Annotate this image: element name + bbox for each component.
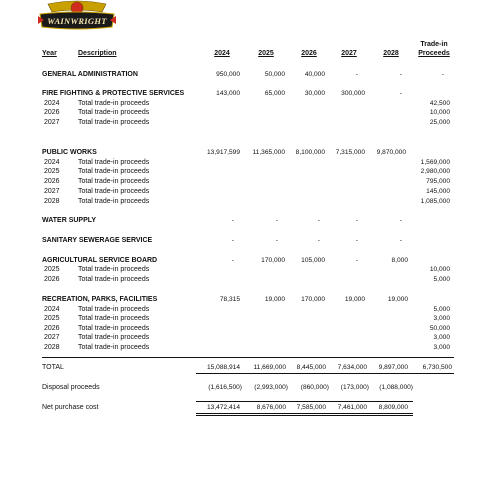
general-2024: 950,000 bbox=[216, 71, 240, 78]
rec-row-value: 50,000 bbox=[429, 325, 450, 332]
section-title-agri: AGRICULTURAL SERVICE BOARD bbox=[42, 257, 158, 264]
public-works-2028: 9,870,000 bbox=[376, 149, 406, 156]
col-header-description: Description bbox=[78, 50, 117, 57]
general-tradein: - bbox=[441, 71, 444, 78]
col-header-tradein-line1: Trade-in bbox=[420, 41, 448, 48]
public-works-2025: 11,365,000 bbox=[252, 149, 285, 156]
rec-row-desc: Total trade-in proceeds bbox=[78, 315, 150, 322]
agri-row-desc: Total trade-in proceeds bbox=[78, 266, 150, 273]
rec-row-year: 2028 bbox=[44, 344, 60, 351]
net-2028: 8,809,000 bbox=[378, 404, 408, 411]
fire-row-desc: Total trade-in proceeds bbox=[78, 109, 150, 116]
town-logo bbox=[38, 0, 116, 30]
general-2025: 50,000 bbox=[264, 71, 285, 78]
agri-2026: 105,000 bbox=[301, 257, 325, 264]
water-2025: - bbox=[275, 217, 278, 224]
general-2027: - bbox=[355, 71, 358, 78]
col-header-2024: 2024 bbox=[214, 50, 230, 57]
public-works-row-value: 1,569,000 bbox=[420, 159, 450, 166]
sewer-2027: - bbox=[355, 237, 358, 244]
fire-row-value: 42,500 bbox=[429, 100, 450, 107]
section-title-water: WATER SUPPLY bbox=[42, 217, 97, 224]
public-works-row-value: 2,980,000 bbox=[420, 168, 450, 175]
net-2024: 13,472,414 bbox=[206, 404, 240, 411]
fire-row-year: 2026 bbox=[44, 109, 60, 116]
col-header-tradein-line2: Proceeds bbox=[418, 50, 450, 57]
agri-row-value: 10,000 bbox=[429, 266, 450, 273]
public-works-row-year: 2025 bbox=[44, 168, 60, 175]
total-tradein: 6,730,500 bbox=[422, 364, 452, 371]
public-works-row-desc: Total trade-in proceeds bbox=[78, 159, 150, 166]
fire-2024: 143,000 bbox=[216, 90, 240, 97]
agri-row-year: 2025 bbox=[44, 266, 60, 273]
total-label: TOTAL bbox=[42, 364, 64, 371]
rec-2026: 170,000 bbox=[301, 296, 325, 303]
net-top-rule bbox=[196, 401, 413, 402]
total-2024: 15,088,914 bbox=[206, 364, 240, 371]
net-bottom-rule-2 bbox=[196, 415, 413, 416]
rec-row-value: 3,000 bbox=[433, 334, 450, 341]
total-2025: 11,669,000 bbox=[253, 364, 286, 371]
water-2027: - bbox=[355, 217, 358, 224]
sewer-2028: - bbox=[399, 237, 402, 244]
disposal-label: Disposal proceeds bbox=[42, 384, 100, 391]
section-title-public-works: PUBLIC WORKS bbox=[42, 149, 97, 156]
net-2027: 7,461,000 bbox=[337, 404, 367, 411]
net-bottom-rule-1 bbox=[196, 413, 413, 414]
rec-row-value: 5,000 bbox=[433, 306, 450, 313]
agri-row-year: 2026 bbox=[44, 276, 60, 283]
col-header-2028: 2028 bbox=[383, 50, 399, 57]
total-2026: 8,445,000 bbox=[296, 364, 326, 371]
agri-row-value: 5,000 bbox=[433, 276, 450, 283]
disposal-2025: (2,993,000) bbox=[254, 384, 288, 391]
rec-row-value: 3,000 bbox=[433, 315, 450, 322]
sewer-2026: - bbox=[317, 237, 320, 244]
fire-row-desc: Total trade-in proceeds bbox=[78, 119, 150, 126]
disposal-2026: (860,000) bbox=[300, 384, 329, 391]
fire-2027: 300,000 bbox=[341, 90, 365, 97]
section-title-fire: FIRE FIGHTING & PROTECTIVE SERVICES bbox=[42, 90, 185, 97]
public-works-row-desc: Total trade-in proceeds bbox=[78, 178, 150, 185]
public-works-row-year: 2028 bbox=[44, 198, 60, 205]
public-works-2026: 8,100,000 bbox=[295, 149, 325, 156]
total-top-rule bbox=[42, 357, 454, 358]
agri-2027: - bbox=[355, 257, 358, 264]
rec-row-year: 2025 bbox=[44, 315, 60, 322]
fire-row-desc: Total trade-in proceeds bbox=[78, 100, 150, 107]
rec-2028: 19,000 bbox=[387, 296, 408, 303]
agri-row-desc: Total trade-in proceeds bbox=[78, 276, 150, 283]
col-header-2026: 2026 bbox=[301, 50, 317, 57]
public-works-2027: 7,315,000 bbox=[335, 149, 365, 156]
rec-row-desc: Total trade-in proceeds bbox=[78, 344, 150, 351]
fire-2026: 30,000 bbox=[304, 90, 325, 97]
agri-2028: 8,000 bbox=[391, 257, 408, 264]
col-header-2027: 2027 bbox=[341, 50, 357, 57]
water-2028: - bbox=[399, 217, 402, 224]
agri-2024: - bbox=[231, 257, 234, 264]
public-works-row-year: 2024 bbox=[44, 159, 60, 166]
section-title-rec: RECREATION, PARKS, FACILITIES bbox=[42, 296, 158, 303]
fire-row-value: 25,000 bbox=[429, 119, 450, 126]
rec-row-year: 2024 bbox=[44, 306, 60, 313]
disposal-2028: (1,088,000) bbox=[379, 384, 413, 391]
rec-row-desc: Total trade-in proceeds bbox=[78, 306, 150, 313]
public-works-row-desc: Total trade-in proceeds bbox=[78, 168, 150, 175]
public-works-row-value: 145,000 bbox=[426, 188, 450, 195]
public-works-row-value: 1,085,000 bbox=[420, 198, 450, 205]
rec-row-desc: Total trade-in proceeds bbox=[78, 325, 150, 332]
public-works-2024: 13,917,599 bbox=[206, 149, 240, 156]
rec-2027: 19,000 bbox=[344, 296, 365, 303]
net-2025: 8,676,000 bbox=[256, 404, 286, 411]
fire-row-year: 2024 bbox=[44, 100, 60, 107]
disposal-2027: (173,000) bbox=[340, 384, 369, 391]
rec-2025: 19,000 bbox=[264, 296, 285, 303]
section-title-sewer: SANITARY SEWERAGE SERVICE bbox=[42, 237, 153, 244]
fire-2028: - bbox=[399, 90, 402, 97]
total-bottom-rule bbox=[196, 373, 454, 374]
fire-row-value: 10,000 bbox=[429, 109, 450, 116]
water-2024: - bbox=[231, 217, 234, 224]
total-2028: 9,897,000 bbox=[378, 364, 408, 371]
public-works-row-desc: Total trade-in proceeds bbox=[78, 198, 150, 205]
rec-row-desc: Total trade-in proceeds bbox=[78, 334, 150, 341]
public-works-row-value: 795,000 bbox=[426, 178, 450, 185]
public-works-row-desc: Total trade-in proceeds bbox=[78, 188, 150, 195]
col-header-year: Year bbox=[42, 50, 57, 57]
public-works-row-year: 2026 bbox=[44, 178, 60, 185]
logo-text: WAINWRIGHT bbox=[47, 16, 107, 26]
agri-2025: 170,000 bbox=[261, 257, 285, 264]
rec-row-year: 2027 bbox=[44, 334, 60, 341]
rec-row-value: 3,000 bbox=[433, 344, 450, 351]
col-header-2025: 2025 bbox=[258, 50, 274, 57]
general-2028: - bbox=[399, 71, 402, 78]
sewer-2025: - bbox=[275, 237, 278, 244]
fire-2025: 65,000 bbox=[264, 90, 285, 97]
rec-row-year: 2026 bbox=[44, 325, 60, 332]
public-works-row-year: 2027 bbox=[44, 188, 60, 195]
net-2026: 7,585,000 bbox=[296, 404, 326, 411]
total-2027: 7,634,000 bbox=[337, 364, 367, 371]
fire-row-year: 2027 bbox=[44, 119, 60, 126]
sewer-2024: - bbox=[231, 237, 234, 244]
general-2026: 40,000 bbox=[304, 71, 325, 78]
disposal-2024: (1,616,500) bbox=[208, 384, 242, 391]
net-label: Net purchase cost bbox=[42, 404, 99, 411]
section-title-general: GENERAL ADMINISTRATION bbox=[42, 71, 138, 78]
rec-2024: 78,315 bbox=[219, 296, 240, 303]
water-2026: - bbox=[317, 217, 320, 224]
